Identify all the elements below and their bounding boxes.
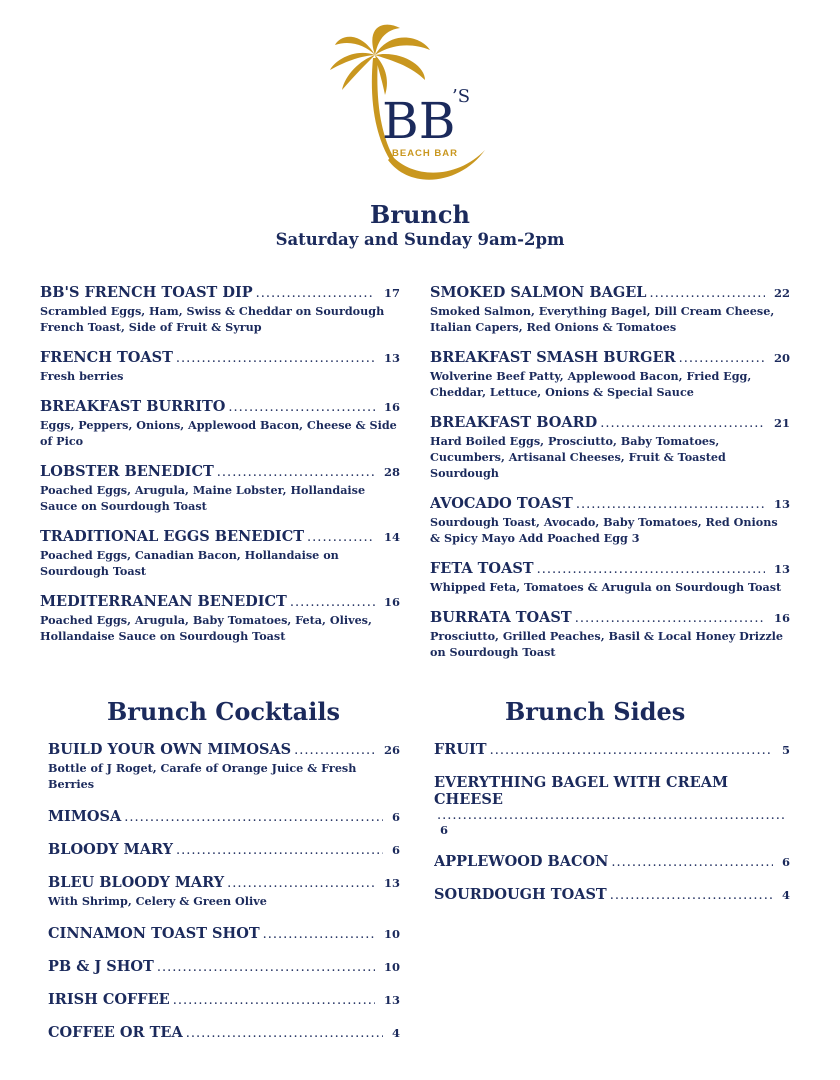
menu-item [40, 284, 400, 335]
menu-item-row [40, 349, 400, 366]
menu-item [430, 349, 790, 400]
menu-item-name: MIMOSA [48, 808, 122, 825]
menu-item [48, 741, 400, 792]
dot-leader [217, 465, 375, 480]
svg-text:’S: ’S [452, 86, 471, 107]
dot-leader [290, 595, 375, 610]
menu-item-price: 13 [383, 351, 400, 365]
menu-item [430, 284, 790, 335]
brunch-left-column [40, 284, 400, 644]
menu-item-row [434, 741, 790, 758]
menu-item-description: Smoked Salmon, Everything Bagel, Dill Cream Cheese, Italian Capers, Red Onions & Tomatoes [430, 304, 775, 334]
menu-item-price: 16 [383, 400, 400, 414]
menu-item-price: 14 [383, 530, 400, 544]
menu-item-description: Bottle of J Roget, Carafe of Orange Juice & Fresh Berries [48, 761, 357, 791]
menu-item-row [40, 528, 400, 545]
brunch-right-column [430, 284, 790, 660]
menu-item [430, 560, 790, 595]
menu-item-price: 21 [773, 416, 790, 430]
menu-item-description: Fresh berries [40, 369, 124, 383]
menu-item-name: BLEU BLOODY MARY [48, 874, 225, 891]
sides-column [434, 741, 790, 903]
cocktails-heading: Brunch Cocktails [107, 697, 340, 726]
menu-item-price: 26 [383, 743, 400, 757]
menu-item-row [430, 414, 790, 431]
dot-leader [537, 562, 765, 577]
menu-item-description: With Shrimp, Celery & Green Olive [48, 894, 267, 908]
menu-item [48, 958, 400, 975]
menu-item-row [48, 808, 400, 825]
menu-item-row [40, 593, 400, 610]
menu-item-description: Prosciutto, Grilled Peaches, Basil & Local Honey Drizzle on Sourdough Toast [430, 629, 784, 659]
menu-item-price: 6 [391, 810, 400, 824]
menu-item-name: APPLEWOOD BACON [434, 853, 609, 870]
menu-item [48, 1024, 400, 1041]
menu-item-name: EVERYTHING BAGEL WITH CREAM CHEESE [434, 774, 729, 808]
logo-brand-text: BB [382, 92, 456, 150]
menu-item [430, 495, 790, 546]
menu-item-row [430, 609, 790, 626]
menu-item-name: BLOODY MARY [48, 841, 173, 858]
menu-item [40, 463, 400, 514]
menu-item-price: 5 [781, 743, 790, 757]
page-subtitle: Saturday and Sunday 9am-2pm [275, 230, 565, 249]
menu-item [48, 925, 400, 942]
menu-item [40, 398, 400, 449]
dot-leader [176, 351, 375, 366]
dot-leader [176, 843, 383, 858]
menu-item-name: COFFEE OR TEA [48, 1024, 183, 1041]
menu-item-description: Sourdough Toast, Avocado, Baby Tomatoes, Red Onions & Spicy Mayo Add Poached Egg 3 [430, 515, 778, 545]
dot-leader [437, 808, 787, 823]
menu-item-price: 13 [773, 562, 790, 576]
dot-leader [173, 993, 375, 1008]
menu-item-description: Eggs, Peppers, Onions, Applewood Bacon, Cheese & Side of Pico [40, 418, 397, 448]
menu-item-name: BREAKFAST SMASH BURGER [430, 349, 676, 366]
menu-item [40, 528, 400, 579]
menu-item-row [434, 853, 790, 870]
menu-item-price: 4 [391, 1026, 400, 1040]
dot-leader [575, 611, 765, 626]
menu-item [48, 808, 400, 825]
menu-item-name: FRUIT [434, 741, 487, 758]
menu-item-name: BUILD YOUR OWN MIMOSAS [48, 741, 292, 758]
menu-item-row [40, 284, 400, 301]
menu-item-row [48, 741, 400, 758]
menu-item-name: SOURDOUGH TOAST [434, 886, 607, 903]
dot-leader [610, 888, 773, 903]
menu-item-row [48, 991, 400, 1008]
menu-item-row [434, 774, 790, 837]
sides-heading: Brunch Sides [505, 697, 686, 726]
menu-item-price: 6 [440, 823, 449, 837]
menu-item-row [48, 958, 400, 975]
menu-item [430, 609, 790, 660]
cocktails-column [48, 741, 400, 1041]
menu-item-price: 20 [773, 351, 790, 365]
menu-item-price: 16 [773, 611, 790, 625]
dot-leader [124, 810, 383, 825]
menu-item-name: SMOKED SALMON BAGEL [430, 284, 647, 301]
menu-item-row [434, 886, 790, 903]
dot-leader [490, 743, 773, 758]
menu-item-price: 6 [391, 843, 400, 857]
menu-item-row [48, 925, 400, 942]
menu-item-row [430, 349, 790, 366]
menu-item [48, 874, 400, 909]
menu-item-price: 10 [383, 960, 400, 974]
menu-item-name: BB'S FRENCH TOAST DIP [40, 284, 253, 301]
menu-item-price: 28 [383, 465, 400, 479]
menu-item [48, 991, 400, 1008]
menu-item [434, 741, 790, 758]
dot-leader [576, 497, 765, 512]
menu-item-row [430, 560, 790, 577]
menu-item-row [48, 874, 400, 891]
menu-item-name: PB & J SHOT [48, 958, 154, 975]
menu-item [40, 593, 400, 644]
menu-item [40, 349, 400, 384]
menu-item-description: Scrambled Eggs, Ham, Swiss & Cheddar on Sourdough French Toast, Side of Fruit & Syrup [40, 304, 385, 334]
dot-leader [600, 416, 765, 431]
menu-item-name: FETA TOAST [430, 560, 534, 577]
dot-leader [294, 743, 375, 758]
dot-leader [307, 530, 375, 545]
menu-item-price: 13 [773, 497, 790, 511]
dot-leader [256, 286, 375, 301]
menu-item-row [48, 1024, 400, 1041]
bbs-beach-bar-logo [330, 20, 500, 190]
dot-leader [157, 960, 375, 975]
menu-item-name: LOBSTER BENEDICT [40, 463, 214, 480]
menu-item [430, 414, 790, 481]
dot-leader [611, 855, 773, 870]
dot-leader [263, 927, 375, 942]
menu-item-row [430, 495, 790, 512]
menu-item-price: 13 [383, 993, 400, 1007]
menu-item-name: BREAKFAST BURRITO [40, 398, 226, 415]
dot-leader [186, 1026, 383, 1041]
dot-leader [679, 351, 765, 366]
menu-item-name: BURRATA TOAST [430, 609, 572, 626]
menu-item-name: FRENCH TOAST [40, 349, 173, 366]
menu-item-description: Poached Eggs, Arugula, Baby Tomatoes, Feta, Olives, Hollandaise Sauce on Sourdough Toast [40, 613, 372, 643]
menu-item-row [48, 841, 400, 858]
menu-item-description: Wolverine Beef Patty, Applewood Bacon, Fried Egg, Cheddar, Lettuce, Onions & Special Sauce [430, 369, 752, 399]
menu-item-price: 13 [383, 876, 400, 890]
menu-item-name: AVOCADO TOAST [430, 495, 573, 512]
menu-item-row [40, 463, 400, 480]
menu-item [434, 886, 790, 903]
menu-item-price: 6 [781, 855, 790, 869]
menu-item-price: 4 [781, 888, 790, 902]
menu-item-row [430, 284, 790, 301]
menu-item-price: 16 [383, 595, 400, 609]
dot-leader [227, 876, 375, 891]
menu-item-name: TRADITIONAL EGGS BENEDICT [40, 528, 305, 545]
menu-item-name: CINNAMON TOAST SHOT [48, 925, 260, 942]
dot-leader [649, 286, 765, 301]
menu-item-description: Whipped Feta, Tomatoes & Arugula on Sourdough Toast [430, 580, 782, 594]
menu-item [434, 853, 790, 870]
menu-item [48, 841, 400, 858]
menu-item-name: IRISH COFFEE [48, 991, 170, 1008]
dot-leader [228, 400, 375, 415]
menu-item-price: 10 [383, 927, 400, 941]
menu-item-price: 17 [383, 286, 400, 300]
menu-item-description: Poached Eggs, Canadian Bacon, Hollandaise on Sourdough Toast [40, 548, 339, 578]
menu-item-description: Hard Boiled Eggs, Prosciutto, Baby Tomatoes, Cucumbers, Artisanal Cheeses, Fruit & Toasted Sourdough [430, 434, 726, 480]
logo-tagline: BEACH BAR [392, 148, 458, 159]
menu-item [434, 774, 790, 837]
menu-item-name: MEDITERRANEAN BENEDICT [40, 593, 287, 610]
menu-item-row [40, 398, 400, 415]
menu-item-price: 22 [773, 286, 790, 300]
page-title: Brunch [370, 200, 470, 229]
menu-item-name: BREAKFAST BOARD [430, 414, 598, 431]
menu-item-description: Poached Eggs, Arugula, Maine Lobster, Hollandaise Sauce on Sourdough Toast [40, 483, 366, 513]
